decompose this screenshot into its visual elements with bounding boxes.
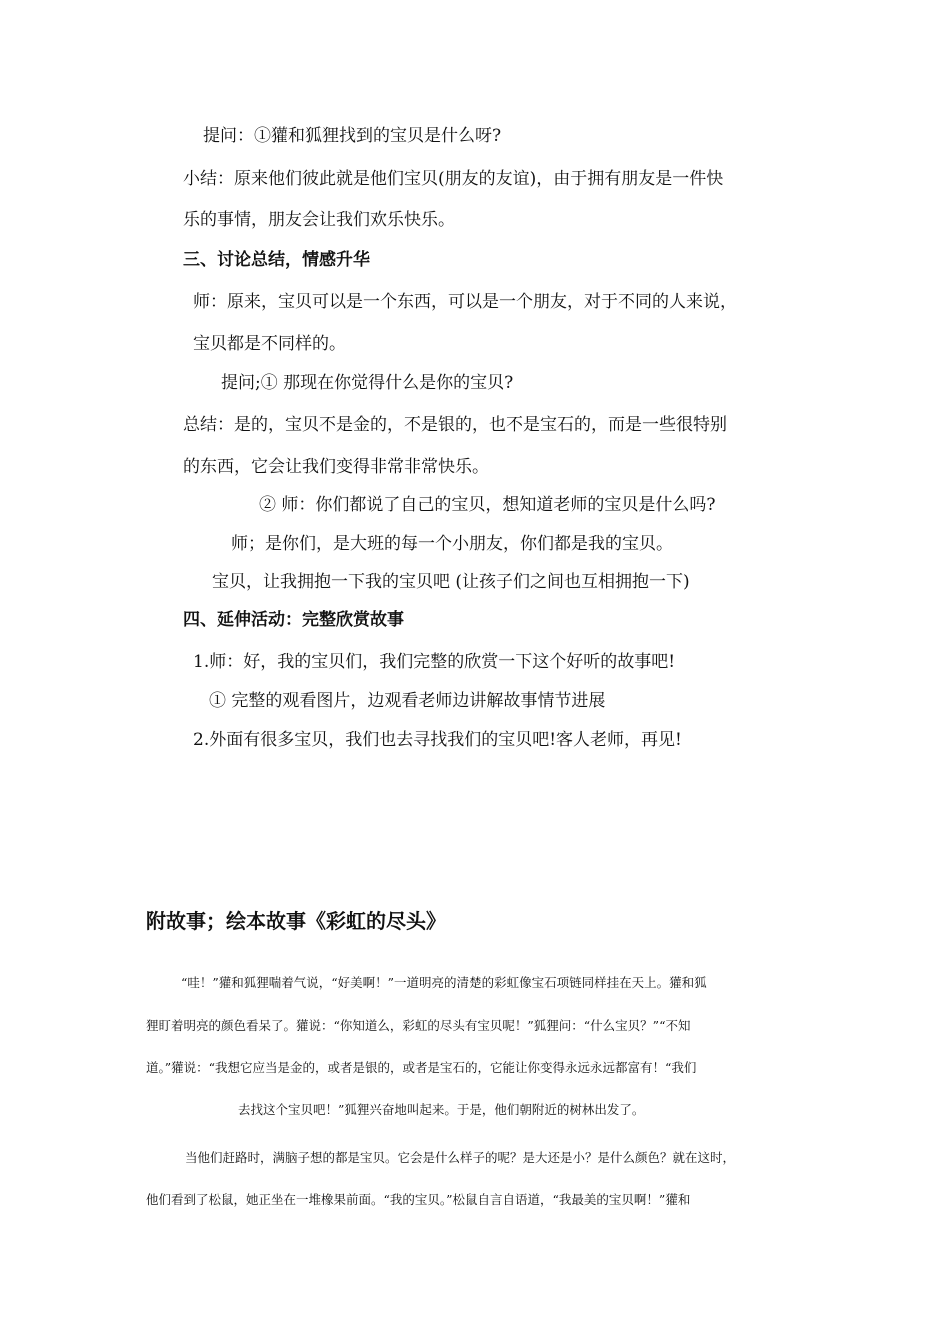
appendix-title: 附故事；绘本故事《彩虹的尽头》 — [146, 909, 446, 933]
teacher-question-line: ② 师：你们都说了自己的宝贝，想知道老师的宝贝是什么吗? — [259, 495, 716, 515]
hug-line: 宝贝，让我拥抱一下我的宝贝吧 (让孩子们之间也互相拥抱一下) — [212, 572, 690, 592]
question-line-2: 提问;① 那现在你觉得什么是你的宝贝? — [221, 373, 514, 393]
summary-line: 小结：原来他们彼此就是他们宝贝(朋友的友谊)，由于拥有朋友是一件快 — [183, 169, 724, 189]
summary-line-continued: 乐的事情，朋友会让我们欢乐快乐。 — [183, 210, 455, 230]
section-heading-4: 四、延伸活动：完整欣赏故事 — [183, 610, 404, 630]
activity-item-1: 1.师：好，我的宝贝们，我们完整的欣赏一下这个好听的故事吧! — [193, 652, 676, 672]
story-line: 道。”獾说：“我想它应当是金的，或者是银的，或者是宝石的，它能让你变得永远永远都富有！“我们 — [146, 1060, 697, 1075]
activity-subitem-1: ① 完整的观看图片，边观看老师边讲解故事情节进展 — [209, 691, 606, 711]
teacher-line-continued: 宝贝都是不同样的。 — [193, 334, 346, 354]
story-line: “哇！”獾和狐狸喘着气说，“好美啊！”一道明亮的清楚的彩虹像宝石项链同样挂在天上。獾和狐 — [181, 975, 707, 990]
teacher-answer-line: 师；是你们，是大班的每一个小朋友，你们都是我的宝贝。 — [231, 534, 673, 554]
teacher-line: 师：原来，宝贝可以是一个东西，可以是一个朋友，对于不同的人来说， — [193, 292, 737, 312]
section-heading-3: 三、讨论总结，情感升华 — [183, 250, 370, 270]
conclusion-line-continued: 的东西，它会让我们变得非常非常快乐。 — [183, 457, 489, 477]
story-line: 他们看到了松鼠，她正坐在一堆橡果前面。“我的宝贝。”松鼠自言自语道，“我最美的宝贝啊！”獾和 — [146, 1192, 691, 1207]
activity-item-2: 2.外面有很多宝贝，我们也去寻找我们的宝贝吧!客人老师，再见! — [193, 730, 682, 750]
story-line: 狸盯着明亮的颜色看呆了。獾说：“你知道么，彩虹的尽头有宝贝呢！”狐狸问：“什么宝贝？”“不知 — [146, 1018, 691, 1033]
story-line: 当他们赶路时，满脑子想的都是宝贝。它会是什么样子的呢？是大还是小？是什么颜色？就在这时， — [185, 1150, 736, 1165]
story-line: 去找这个宝贝吧！”狐狸兴奋地叫起来。于是，他们朝附近的树林出发了。 — [238, 1102, 645, 1117]
conclusion-line: 总结：是的，宝贝不是金的，不是银的，也不是宝石的，而是一些很特别 — [183, 415, 727, 435]
question-line: 提问：①獾和狐狸找到的宝贝是什么呀? — [203, 126, 502, 146]
